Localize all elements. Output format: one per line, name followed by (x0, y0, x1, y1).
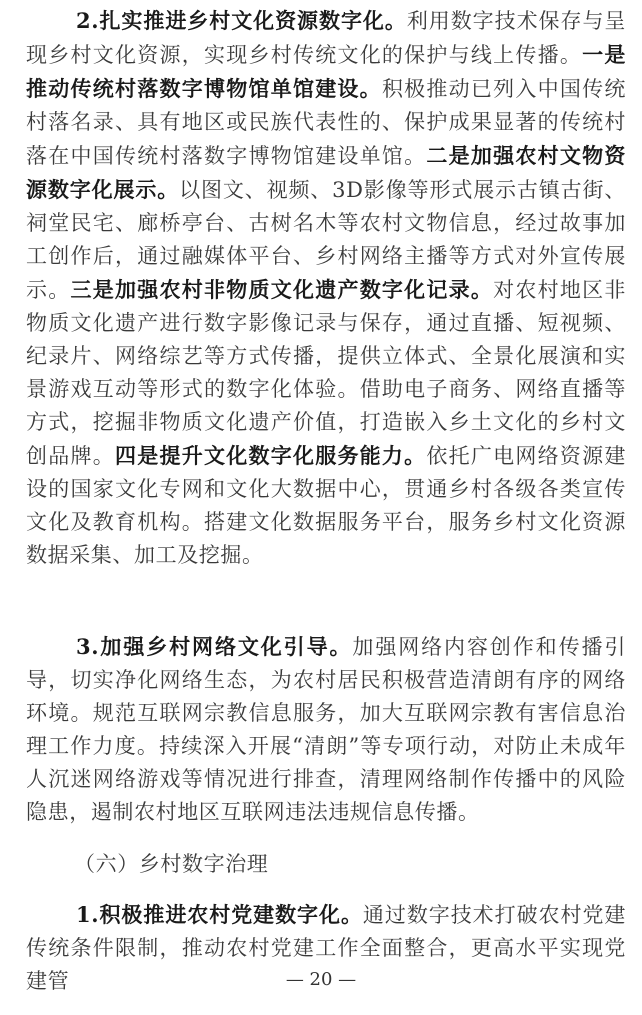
paragraph-title: 1.积极推进农村党建数字化。 (76, 902, 363, 927)
paragraph-title: 3.加强乡村网络文化引导。 (76, 634, 353, 659)
bold-point: 三是加强农村非物质文化遗产数字化记录。 (70, 277, 494, 302)
paragraph-network-culture (26, 630, 626, 829)
bold-point: 四是提升文化数字化服务能力。 (114, 443, 427, 468)
bold-point: 一是推动传统村落数字博物馆单馆建设。 (26, 42, 627, 101)
body-text: 依托广电网络资源建设的国家文化专网和文化大数据中心，贯通乡村各级各类宣传文化及教育机构。搭建文化数据服务平台，服务乡村文化资源数据采集、加工及挖掘。 (26, 444, 626, 567)
paragraph-title: 2.扎实推进乡村文化资源数字化。 (76, 8, 407, 33)
body-text: 以图文、视频、3D影像等形式展示古镇古街、祠堂民宅、廊桥亭台、古树名木等农村文物信息，经过故事加工创作后，通过融媒体平台、乡村网络主播等方式对外宣传展示。 (26, 178, 627, 302)
page-number: — 20 — (285, 969, 357, 990)
body-text: 利用数字技术保存与呈现乡村文化资源，实现乡村传统文化的保护与线上传播。 (26, 9, 627, 67)
paragraph-culture-resources (26, 4, 626, 572)
bold-point: 二是加强农村文物资源数字化展示。 (26, 143, 626, 202)
section-heading: （六）乡村数字治理 (74, 852, 269, 876)
body-text: 通过数字技术打破农村党建传统条件限制，推动农村党建工作全面整合，更高水平实现党建管 (26, 903, 627, 993)
body-text: 对农村地区非物质文化遗产进行数字影像记录与保存，通过直播、短视频、纪录片、网络综艺等方式传播，提供立体式、全景化展演和实景游戏互动等形式的数字化体验。借助电子商务、网络直播等方式，挖掘非物质文化遗产价值，打造嵌入乡土文化的乡村文创品牌。 (26, 278, 626, 468)
body-text: 积极推动已列入中国传统村落名录、具有地区或民族代表性的、保护成果显著的传统村落在中国传统村落数字博物馆建设单馆。 (26, 77, 626, 168)
body-text: 加强网络内容创作和传播引导，切实净化网络生态，为农村居民积极营造清朗有序的网络环境。规范互联网宗教信息服务，加大互联网宗教有害信息治理工作力度。持续深入开展“清朗”等专项行动，对防止未成年人沉迷网络游戏等情况进行排查，清理网络制作传播中的风险隐患，遏制农村地区互联网违法违规信息传播。 (26, 635, 626, 824)
